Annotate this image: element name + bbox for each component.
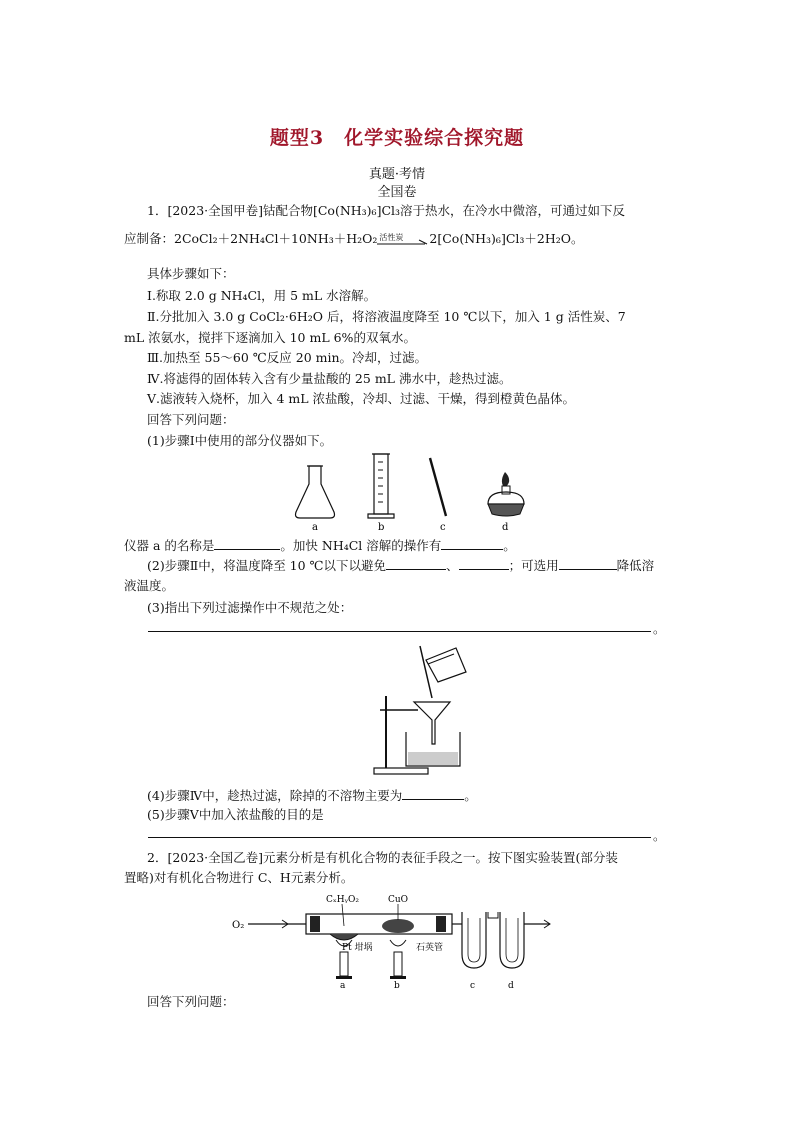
answer-line-period: 。 bbox=[653, 828, 666, 843]
q2-answer-prompt: 回答下列问题： bbox=[147, 994, 235, 1009]
arrow-icon bbox=[377, 237, 429, 251]
apparatus-label-d: d bbox=[508, 981, 514, 990]
pt-crucible-label: Pt 坩埚 bbox=[342, 943, 373, 953]
sub4-text: (4)步骤Ⅳ中，趁热过滤，除掉的不溶物主要为 bbox=[147, 788, 403, 803]
answer-blank[interactable] bbox=[459, 557, 509, 570]
q1-sub2 bbox=[147, 557, 654, 574]
q1-sub2-line2: 液温度。 bbox=[124, 578, 175, 593]
sub4-end: 。 bbox=[464, 788, 477, 803]
sub2-text-c: 降低溶 bbox=[616, 558, 655, 573]
q1-step3: Ⅲ.加热至 55～60 ℃反应 20 min。冷却，过滤。 bbox=[147, 350, 428, 365]
sub1-text-a: 仪器 a 的名称是 bbox=[124, 538, 215, 553]
erlenmeyer-flask-icon bbox=[296, 466, 335, 518]
filtration-figure bbox=[368, 640, 478, 778]
reaction-catalyst: 活性炭 bbox=[379, 232, 404, 242]
funnel-icon bbox=[414, 702, 450, 744]
answer-blank[interactable] bbox=[559, 557, 617, 570]
burner-b-icon bbox=[390, 940, 406, 979]
alcohol-lamp-icon bbox=[488, 472, 524, 516]
sub1-text-b: 。加快 NH₄Cl 溶解的操作有 bbox=[280, 538, 442, 553]
q1-steps-title: 具体步骤如下： bbox=[147, 266, 235, 281]
sub2-text-a: (2)步骤Ⅱ中，将温度降至 10 ℃以下以避免 bbox=[147, 558, 387, 573]
sub2-sep: 、 bbox=[446, 558, 459, 573]
instrument-label-c: c bbox=[440, 522, 446, 533]
q2-intro-line1: 2．[2023·全国乙卷]元素分析是有机化合物的表征手段之一。按下图实验装置(部分装 bbox=[147, 850, 618, 865]
apparatus-label-c: c bbox=[470, 981, 476, 990]
graduated-cylinder-icon bbox=[368, 454, 394, 518]
apparatus-label-b: b bbox=[394, 981, 400, 990]
o2-label: O₂ bbox=[232, 920, 245, 931]
subsection-heading: 全国卷 bbox=[377, 185, 417, 200]
glass-rod-icon bbox=[430, 458, 446, 516]
cuo-packing bbox=[382, 919, 414, 933]
instrument-label-b: b bbox=[378, 522, 385, 533]
glass-rod-icon bbox=[420, 646, 432, 698]
q1-answer-prompt: 回答下列问题： bbox=[147, 412, 235, 427]
q2-intro-line2: 置略)对有机化合物进行 C、H元素分析。 bbox=[124, 870, 354, 885]
q1-step2-line1: Ⅱ.分批加入 3.0 g CoCl₂·6H₂O 后，将溶液温度降至 10 ℃以下，加入 1 g 活性炭、7 bbox=[147, 309, 626, 324]
q1-sub1-question bbox=[124, 537, 516, 554]
answer-line-period: 。 bbox=[653, 621, 666, 636]
cuo-label: CuO bbox=[388, 895, 409, 905]
answer-line[interactable] bbox=[148, 837, 651, 838]
q1-equation-left: 应制备：2CoCl₂＋2NH₄Cl＋10NH₃＋H₂O₂ bbox=[124, 231, 378, 246]
sub1-end: 。 bbox=[503, 538, 516, 553]
q1-step1: Ⅰ.称取 2.0 g NH₄Cl，用 5 mL 水溶解。 bbox=[147, 288, 377, 303]
q1-sub5: (5)步骤Ⅴ中加入浓盐酸的目的是 bbox=[147, 807, 324, 822]
answer-blank[interactable] bbox=[441, 537, 503, 550]
reaction-arrow bbox=[377, 233, 429, 247]
answer-blank[interactable] bbox=[402, 787, 464, 800]
instruments-figure bbox=[290, 450, 530, 536]
q1-step5: Ⅴ.滤液转入烧杯，加入 4 mL 浓盐酸，冷却、过滤、干燥，得到橙黄色晶体。 bbox=[147, 391, 576, 406]
quartz-tube-label: 石英管 bbox=[416, 943, 444, 953]
answer-line[interactable] bbox=[148, 631, 651, 632]
sample-label: CₓHᵧO₂ bbox=[326, 895, 359, 905]
u-tube-c bbox=[462, 912, 486, 968]
stopper-right bbox=[436, 916, 446, 932]
q1-intro-line2 bbox=[124, 231, 584, 247]
section-heading: 真题·考情 bbox=[368, 167, 426, 182]
q1-step2-line2: mL 浓氨水，搅拌下逐滴加入 10 mL 6%的双氧水。 bbox=[124, 330, 416, 345]
pt-crucible bbox=[330, 934, 358, 940]
answer-blank[interactable] bbox=[214, 537, 280, 550]
u-tube-d bbox=[500, 912, 524, 968]
q1-equation-right: 2[Co(NH₃)₆]Cl₃＋2H₂O。 bbox=[429, 231, 584, 246]
answer-blank[interactable] bbox=[386, 557, 446, 570]
q1-sub1: (1)步骤Ⅰ中使用的部分仪器如下。 bbox=[147, 433, 333, 448]
sub2-text-b: ；可选用 bbox=[508, 558, 559, 573]
stand-base bbox=[374, 768, 428, 774]
q1-sub4 bbox=[147, 787, 477, 804]
apparatus-label-a: a bbox=[340, 981, 346, 990]
combustion-apparatus-figure bbox=[226, 890, 556, 990]
q1-step4: Ⅳ.将滤得的固体转入含有少量盐酸的 25 mL 沸水中，趁热过滤。 bbox=[147, 371, 512, 386]
quartz-tube bbox=[306, 914, 452, 934]
instrument-label-d: d bbox=[502, 522, 509, 533]
stopper-left bbox=[310, 916, 320, 932]
q1-intro-line1: 1．[2023·全国甲卷]钴配合物[Co(NH₃)₆]Cl₃溶于热水，在冷水中微溶，可通过如下反 bbox=[147, 203, 626, 218]
instrument-label-a: a bbox=[312, 522, 318, 533]
q1-sub3: (3)指出下列过滤操作中不规范之处： bbox=[147, 600, 353, 615]
pouring-beaker-icon bbox=[426, 648, 466, 682]
page-title: 题型3 化学实验综合探究题 bbox=[269, 127, 525, 149]
